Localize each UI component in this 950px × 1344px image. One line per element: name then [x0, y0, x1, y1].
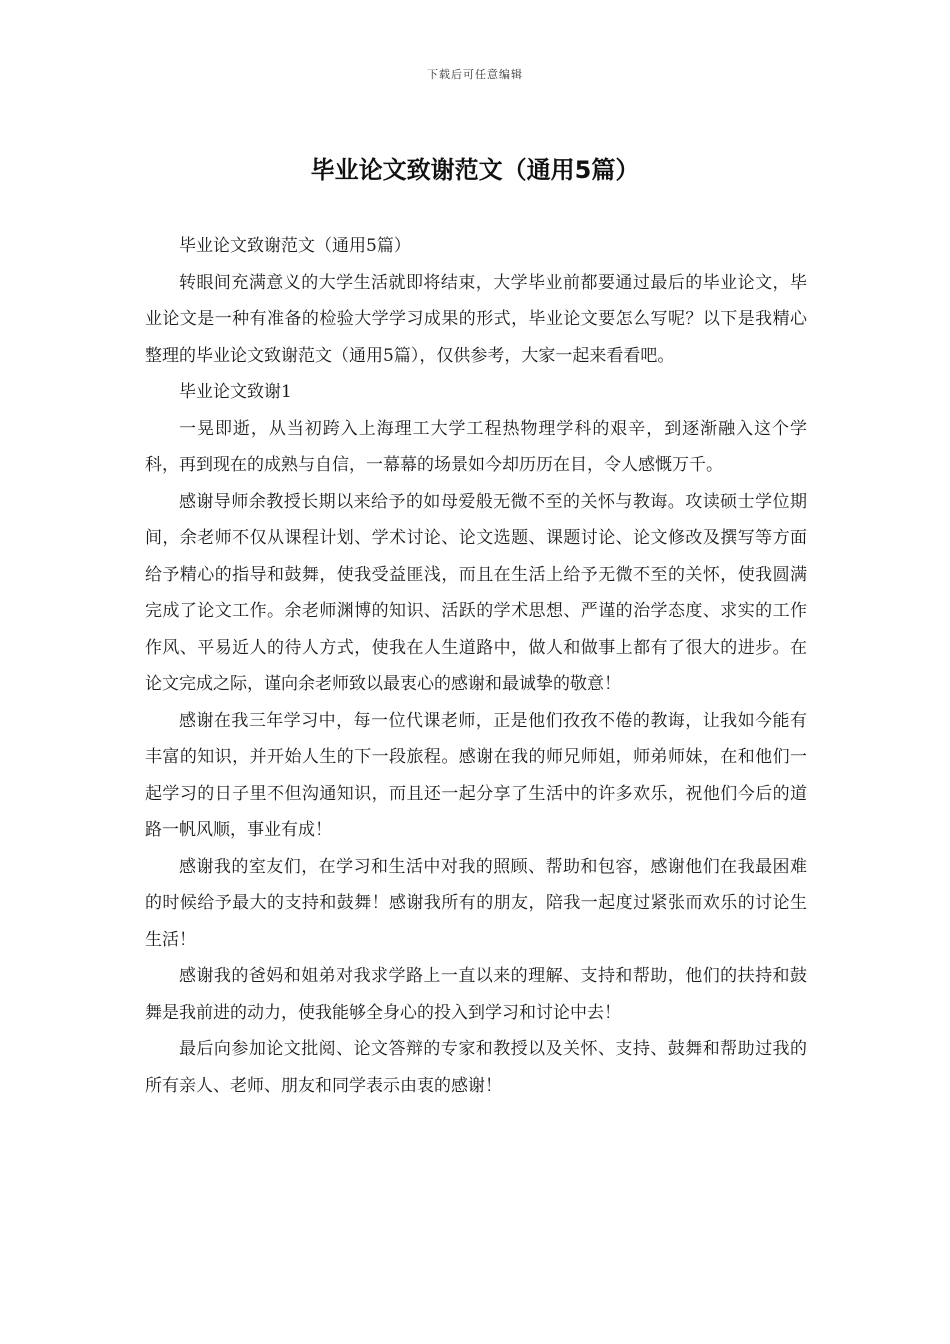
document-body [145, 228, 807, 1104]
paragraph-subtitle: 毕业论文致谢范文（通用5篇） [179, 236, 411, 256]
section-heading: 毕业论文致谢1 [179, 382, 292, 402]
paragraph: 感谢我的爸妈和姐弟对我求学路上一直以来的理解、支持和帮助，他们的扶持和鼓舞是我前进的动力，使我能够全身心的投入到学习和讨论中去！ [145, 966, 807, 1023]
document-title: 毕业论文致谢范文（通用5篇） [310, 156, 640, 184]
paragraph: 感谢导师余教授长期以来给予的如母爱般无微不至的关怀与教诲。攻读硕士学位期间，余老师不仅从课程计划、学术讨论、论文选题、课题讨论、论文修改及撰写等方面给予精心的指导和鼓舞，使我受益匪浅，而且在生活上给予无微不至的关怀，使我圆满完成了论文工作。余老师渊博的知识、活跃的学术思想、严谨的治学态度、求实的工作作风、平易近人的待人方式，使我在人生道路中，做人和做事上都有了很大的进步。在论文完成之际，谨向余老师致以最衷心的感谢和最诚挚的敬意！ [145, 491, 807, 694]
paragraph: 最后向参加论文批阅、论文答辩的专家和教授以及关怀、支持、鼓舞和帮助过我的所有亲人、老师、朋友和同学表示由衷的感谢！ [145, 1039, 807, 1096]
paragraph: 感谢我的室友们，在学习和生活中对我的照顾、帮助和包容，感谢他们在我最困难的时候给予最大的支持和鼓舞！感谢我所有的朋友，陪我一起度过紧张而欢乐的讨论生生活！ [145, 856, 807, 950]
paragraph: 感谢在我三年学习中，每一位代课老师，正是他们孜孜不倦的教诲，让我如今能有丰富的知识，并开始人生的下一段旅程。感谢在我的师兄师姐，师弟师妹，在和他们一起学习的日子里不但沟通知识，而且还一起分享了生活中的许多欢乐，祝他们今后的道路一帆风顺，事业有成！ [145, 710, 807, 840]
paragraph: 一晃即逝，从当初跨入上海理工大学工程热物理学科的艰辛，到逐渐融入这个学科，再到现在的成熟与自信，一幕幕的场景如今却历历在目，令人感慨万千。 [145, 418, 807, 475]
paragraph-intro: 转眼间充满意义的大学生活就即将结束，大学毕业前都要通过最后的毕业论文，毕业论文是一种有准备的检验大学学习成果的形式，毕业论文要怎么写呢？以下是我精心整理的毕业论文致谢范文（通用5篇），仅供参考，大家一起来看看吧。 [145, 272, 807, 366]
page-header-note: 下载后可任意编辑 [427, 68, 523, 81]
